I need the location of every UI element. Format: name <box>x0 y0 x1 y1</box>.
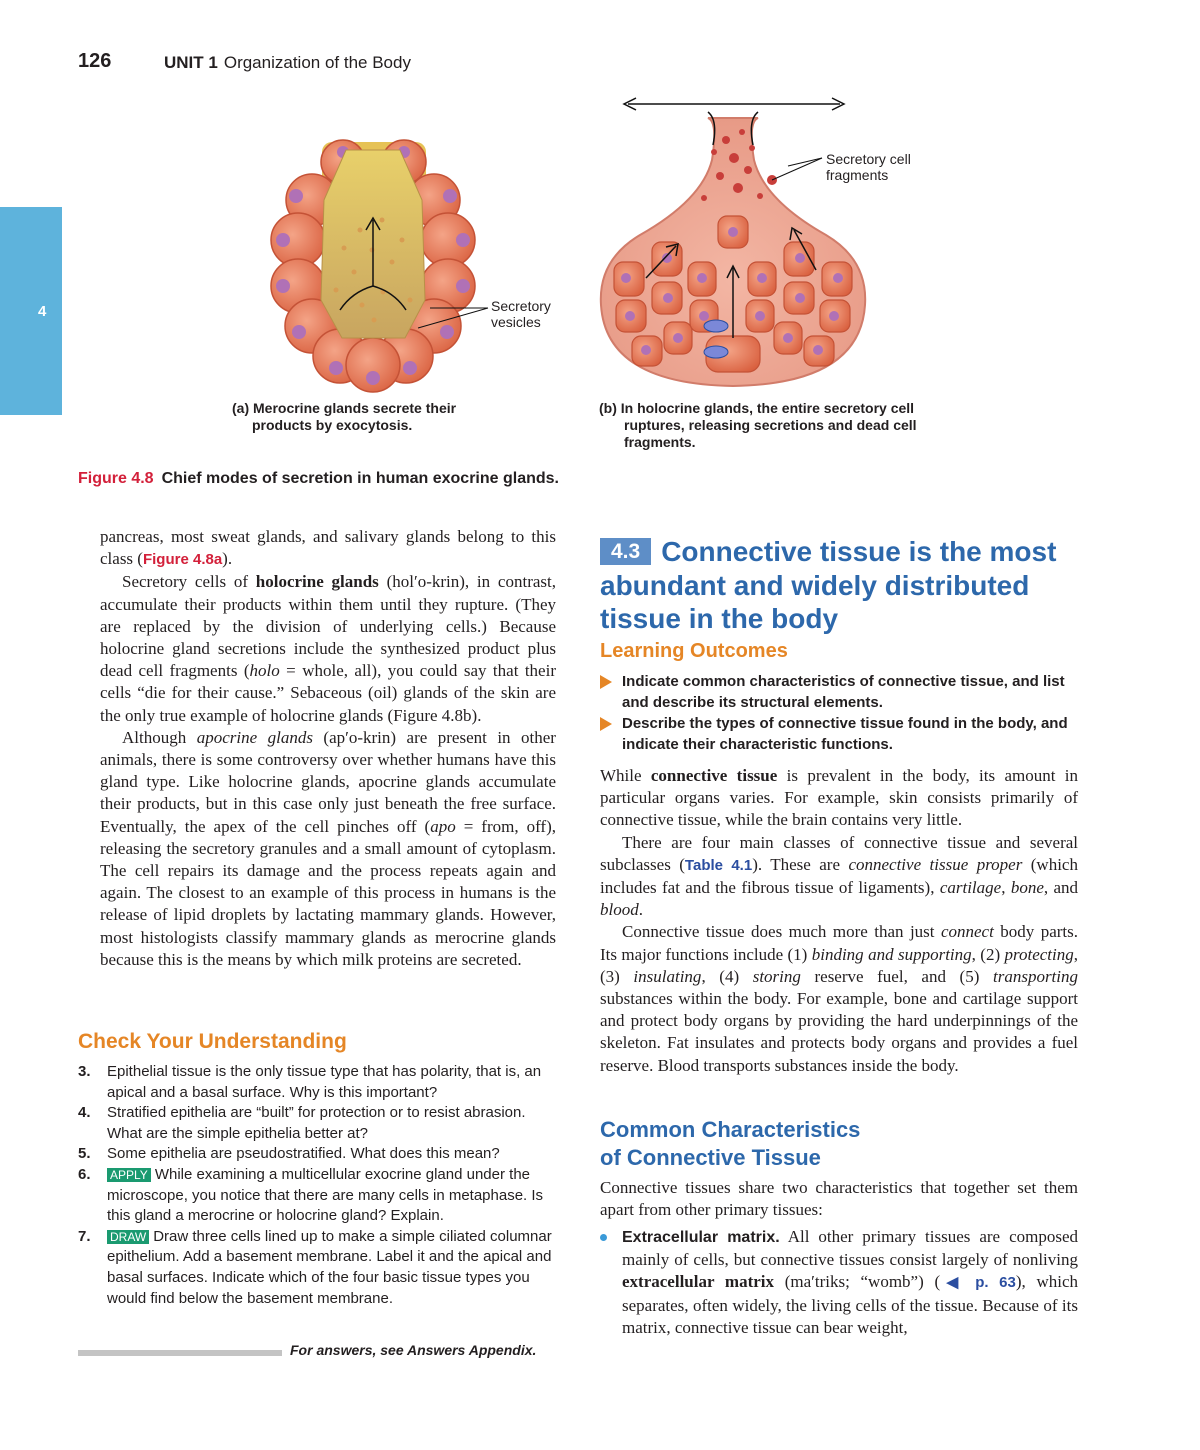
characteristics-list <box>600 1226 1078 1339</box>
figure-ref-link[interactable]: Figure 4.8a <box>142 551 223 569</box>
text: , (3) <box>600 944 1078 986</box>
text: = from, off), releasing the secretory granules and a small amount of cytoplasm. The cell repairs its damage and the process repeats again and again. The closest to an example of this process in humans is the release of lipid droplets by lactating mammary glands. However, most histologists classify mammary glands as merocrine glands because this is the means by which milk proteins are secreted. <box>100 816 556 969</box>
item-text: While examining a multicellular exocrine gland under the microscope, you notice that there are many cells in metaphase. Is this gland a merocrine or holocrine gland? Explain. <box>107 1165 544 1225</box>
paragraph-2 <box>600 832 1078 922</box>
text: , <box>1001 878 1011 898</box>
outcome-item <box>600 671 1080 713</box>
text: is prevalent in the body, its amount in particular organs varies. For example, skin consists primarily of connective tissue, while the brain contains very little. <box>600 766 1078 830</box>
text: Although <box>122 727 197 747</box>
term: holocrine glands <box>255 572 379 592</box>
term: transporting <box>992 966 1079 986</box>
merocrine-gland-diagram <box>271 140 488 392</box>
figure-title <box>78 470 559 488</box>
caption-b: (b) In holocrine glands, the entire secretory cell ruptures, releasing secretions and dead cell fragments. <box>599 400 917 450</box>
term: protecting <box>1004 944 1074 964</box>
paragraph-3 <box>100 727 556 971</box>
item-text: Stratified epithelia are “built” for protection or to resist abrasion. What are the simple epithelia better at? <box>107 1104 526 1142</box>
item-text: Some epithelia are pseudostratified. What does this mean? <box>107 1145 500 1163</box>
text: body parts. Its major functions include (1) <box>600 922 1078 964</box>
item-number: 5. <box>78 1145 91 1163</box>
holocrine-leader-lines <box>772 158 822 180</box>
text: = whole, all), you could say that their cells “die for their cause.” Sebaceous (oil) glands of the skin are the only true example of holocrine glands (Figure 4.8b). <box>100 661 556 725</box>
text: ), which separates, often widely, the living cells of the tissue. Because of its matrix, connective tissue can bear weight, <box>622 1272 1078 1337</box>
section-number: 4.3 <box>600 538 651 565</box>
text: All other primary tissues are composed mainly of cells, but connective tissues consist largely of nonliving <box>622 1227 1078 1270</box>
triangle-bullet-icon <box>600 717 612 731</box>
left-column-text <box>100 526 556 971</box>
outcome-text: Indicate common characteristics of connective tissue, and list and describe its structural elements. <box>622 673 1065 711</box>
check-item <box>78 1062 563 1103</box>
text: substances within the body. For example, bone and cartilage support and protect body organs by providing the hard underpinnings of the skeleton. Fat insulates and protects body organs and provides a fuel reserve. Blood transports substances inside the body. <box>600 989 1078 1075</box>
bullet-dot-icon <box>600 1234 607 1241</box>
outcome-text: Describe the types of connective tissue found in the body, and indicate their characteristic functions. <box>622 715 1068 753</box>
page-number: 126 <box>78 50 112 72</box>
term: binding and supporting <box>811 944 972 964</box>
term: cartilage <box>939 878 1002 898</box>
bullet-lead: Extracellular matrix. <box>622 1229 780 1246</box>
paragraph-3 <box>600 921 1078 1076</box>
check-item <box>78 1165 563 1227</box>
check-list <box>78 1062 563 1309</box>
text: ). <box>222 549 233 569</box>
text: ). These are <box>752 854 849 874</box>
figure-title-text: Chief modes of secretion in human exocrine glands. <box>161 470 559 487</box>
intro-paragraph <box>600 1177 1078 1221</box>
subsection-line-1: Common Characteristics <box>600 1117 861 1142</box>
draw-badge: DRAW <box>107 1230 149 1244</box>
label-secretory-vesicles: Secretory vesicles <box>491 298 551 330</box>
term: connective tissue proper <box>848 854 1023 874</box>
learning-outcomes-list <box>600 671 1080 755</box>
term: connective tissue <box>650 766 778 785</box>
item-number: 6. <box>78 1165 91 1183</box>
term: connect <box>940 922 994 942</box>
page-ref-link[interactable]: ◀ p. 63 <box>940 1274 1016 1292</box>
answers-rule <box>78 1350 282 1356</box>
text: , and <box>1043 878 1079 898</box>
term: extracellular matrix <box>622 1272 774 1292</box>
section-title: Connective tissue is the most abundant and widely distributed tissue in the body <box>600 536 1057 634</box>
paragraph-1 <box>600 765 1078 832</box>
text: Secretory cells of <box>122 572 256 592</box>
text: reserve fuel, and (5) <box>800 966 993 986</box>
learning-outcomes-heading: Learning Outcomes <box>600 640 788 662</box>
term: insulating <box>633 966 702 986</box>
term: holo <box>249 661 280 681</box>
answers-note: For answers, see Answers Appendix. <box>290 1342 537 1358</box>
check-item <box>78 1103 563 1144</box>
term: bone <box>1010 878 1044 898</box>
text: Connective tissue does much more than just <box>622 922 941 942</box>
paragraph-2 <box>100 571 556 726</box>
text: There are four main classes of connective tissue and several subclasses ( <box>600 832 1078 874</box>
table-ref-link[interactable]: Table 4.1 <box>684 856 753 874</box>
text: (hol′o-krin), in contrast, accumulate their products within them until they rupture. (They are replaced by the division of underlying cells.) Because holocrine gland secretions include the synthesized product plus dead cell fragments ( <box>100 572 556 681</box>
right-column-text <box>600 765 1078 1077</box>
check-item <box>78 1144 563 1165</box>
item-number: 3. <box>78 1063 91 1080</box>
triangle-bullet-icon <box>600 675 612 689</box>
characteristic-item <box>600 1226 1078 1339</box>
text: (ap′o-krin) are present in other animals, there is some controversy over whether humans have this gland type. Like holocrine glands, apocrine glands accumulate their products, but in this case only just beneath the free surface. Eventually, the apex of the cell pinches off ( <box>100 727 556 836</box>
figure-number: Figure 4.8 <box>78 470 154 487</box>
item-number: 7. <box>78 1227 91 1245</box>
text: , (2) <box>971 944 1005 964</box>
check-item <box>78 1227 563 1309</box>
text: . <box>638 900 643 920</box>
term: storing <box>752 966 801 986</box>
item-number: 4. <box>78 1104 91 1122</box>
text: While <box>600 766 651 785</box>
caption-a: (a) Merocrine glands secrete their products by exocytosis. <box>232 400 457 433</box>
check-heading: Check Your Understanding <box>78 1030 347 1053</box>
paragraph-1 <box>100 526 556 571</box>
text: pancreas, most sweat glands, and salivary glands belong to this class ( <box>100 527 556 569</box>
label-secretory-cell-fragments: Secretory cell fragments <box>826 151 911 183</box>
item-text: Epithelial tissue is the only tissue type that has polarity, that is, an apical and a basal surface. Why is this important? <box>107 1063 542 1101</box>
apply-badge: APPLY <box>107 1168 151 1182</box>
subsection-line-2: of Connective Tissue <box>600 1145 821 1170</box>
text: (ma′triks; “womb”) ( <box>774 1272 941 1292</box>
item-text: Draw three cells lined up to make a simple ciliated columnar epithelium. Add a basement membrane. Label it and the apical and basal surfaces. Indicate which of the four basic tissue types you would find below the basement membrane. <box>107 1227 552 1307</box>
subsection-heading <box>600 1116 860 1172</box>
holocrine-gland-diagram <box>601 98 865 386</box>
unit-title: Organization of the Body <box>223 53 411 72</box>
text: (which includes fat and the fibrous tissue of ligaments), <box>600 854 1078 898</box>
section-heading <box>600 535 1100 636</box>
term: apo <box>430 816 456 836</box>
outcome-item <box>600 713 1080 755</box>
term: apocrine glands <box>196 727 313 747</box>
term: blood <box>600 900 639 920</box>
text: , (4) <box>701 966 753 986</box>
chapter-tab-number: 4 <box>38 303 47 320</box>
paragraph-4: Connective tissues share two characteristics that together set them apart from other primary tissues: <box>600 1178 1078 1220</box>
unit-label: UNIT 1 <box>164 53 218 72</box>
